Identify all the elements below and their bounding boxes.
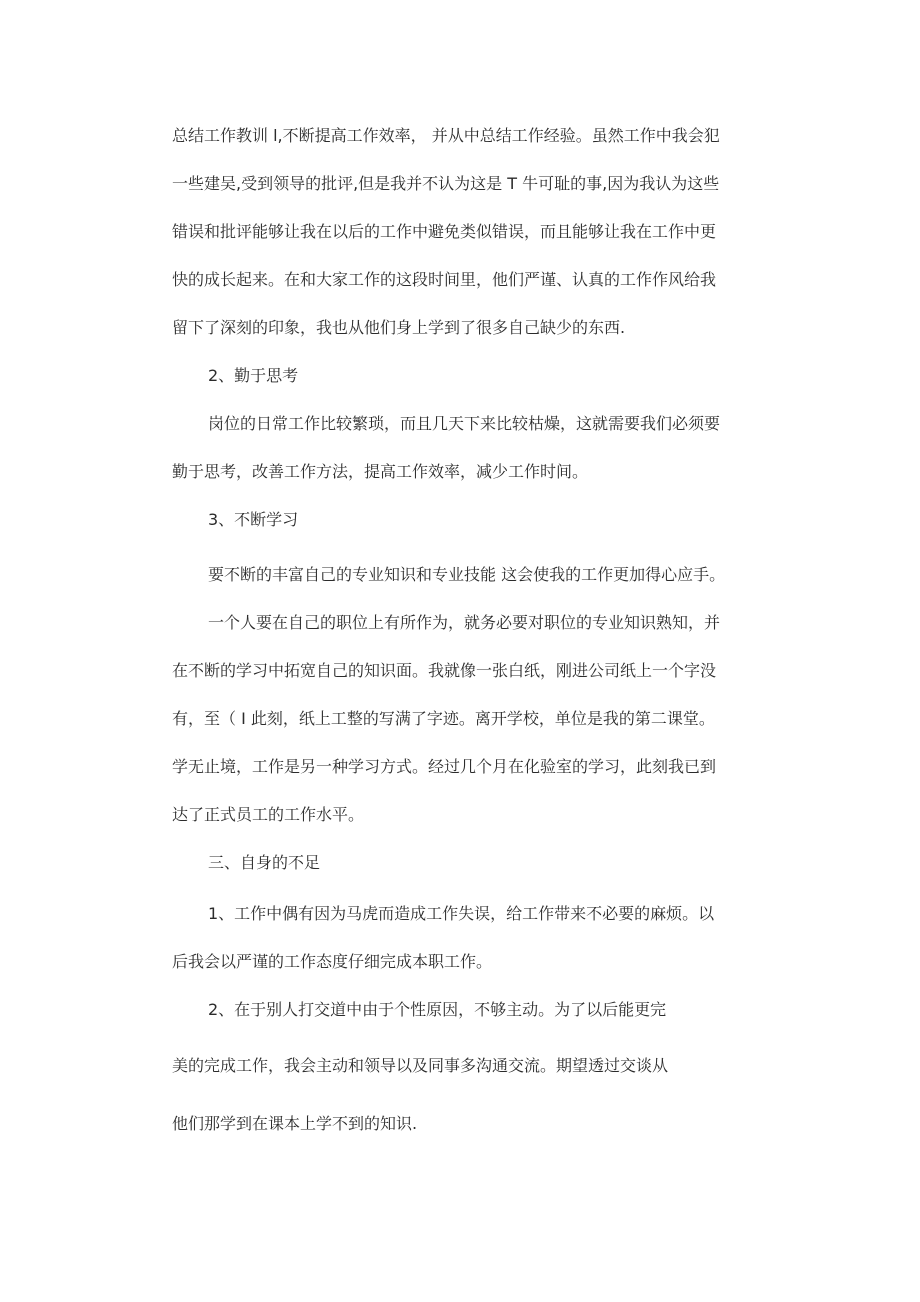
text-line: 他们那学到在课本上学不到的知识.: [172, 1114, 418, 1133]
text-line: 一些建吴,受到领导的批评,但是我并不认为这是 T 牛可耻的事,因为我认为这些: [172, 174, 720, 193]
text-line: 勤于思考，改善工作方法，提高工作效率，减少工作时间。: [172, 462, 589, 481]
text-line: 有，至（ I 此刻，纸上工整的写满了字迹。离开学校，单位是我的第二课堂。: [172, 709, 715, 728]
section-heading: 2、勤于思考: [208, 366, 299, 385]
section-heading: 3、不断学习: [208, 510, 299, 529]
text-line: 岗位的日常工作比较繁琐，而且几天下来比较枯燥，这就需要我们必须要: [208, 414, 721, 433]
text-line: 要不断的丰富自己的专业知识和专业技能 这会使我的工作更加得心应手。: [208, 565, 726, 584]
text-line: 美的完成工作，我会主动和领导以及同事多沟通交流。期望透过交谈从: [172, 1056, 669, 1075]
text-line: 学无止境，工作是另一种学习方式。经过几个月在化验室的学习，此刻我已到: [172, 757, 717, 776]
section-heading: 三、自身的不足: [208, 853, 321, 872]
text-line: 一个人要在自己的职位上有所作为，就务必要对职位的专业知识熟知，并: [208, 613, 721, 632]
text-line: 总结工作教训 l,不断提高工作效率， 并从中总结工作经验。虽然工作中我会犯: [172, 126, 720, 145]
text-line: 错误和批评能够让我在以后的工作中避免类似错误，而且能够让我在工作中更: [172, 222, 717, 241]
text-line: 1、工作中偶有因为马虎而造成工作失误，给工作带来不必要的麻烦。以: [208, 904, 715, 923]
text-line: 留下了深刻的印象，我也从他们身上学到了很多自己缺少的东西.: [172, 318, 626, 337]
text-line: 2、在于别人打交道中由于个性原因，不够主动。为了以后能更完: [208, 1000, 667, 1019]
text-line: 达了正式员工的工作水平。: [172, 805, 365, 824]
text-line: 后我会以严谨的工作态度仔细完成本职工作。: [172, 952, 493, 971]
text-line: 在不断的学习中拓宽自己的知识面。我就像一张白纸，刚进公司纸上一个字没: [172, 661, 717, 680]
text-line: 快的成长起来。在和大家工作的这段时间里，他们严谨、认真的工作作风给我: [172, 270, 717, 289]
